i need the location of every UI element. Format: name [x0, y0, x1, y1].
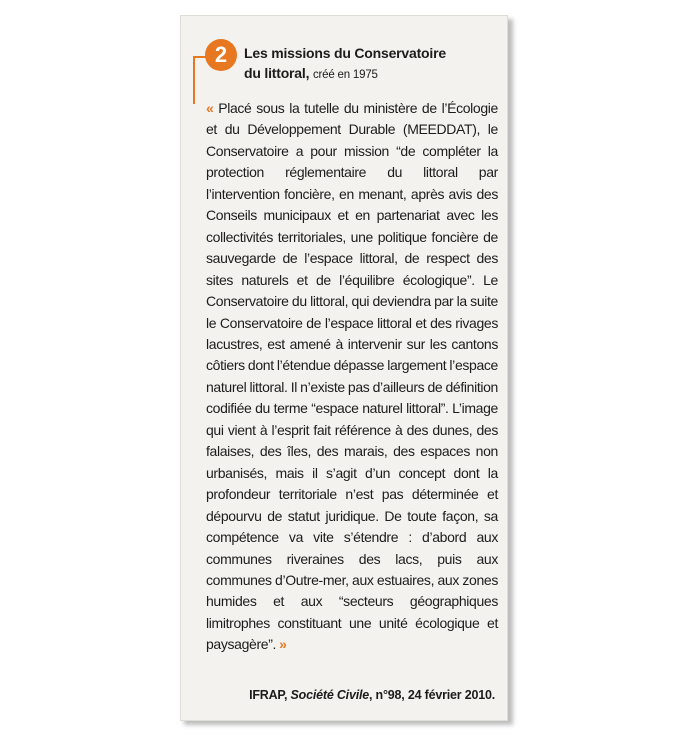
section-number-badge: 2 [205, 39, 237, 71]
close-quote-mark: » [276, 636, 287, 653]
credit-publication: Société Civile [290, 688, 370, 702]
heading-title-line1: Les missions du Conservatoire [244, 45, 446, 61]
heading-created-date: créé en 1975 [312, 69, 378, 81]
heading-title-line2 [244, 63, 494, 85]
source-credit [249, 688, 495, 702]
body-paragraph: Placé sous la tutelle du ministère de l’Écologie et du Développement Durable (MEEDDAT), le Conservatoire a pour mission “de compléter la protection réglementaire du littoral par l’intervention foncière, en menant, après avis des Conseils municipaux et en partenariat avec les collectivités territoriales, une politique foncière de sauvegarde de l’espace littoral, de respect des sites naturels et de l’équilibre écologique”. Le Conservatoire du littoral, qui deviendra par la suite le Conservatoire de l’espace littoral et des rivages lacustres, est amené à intervenir sur les cantons côtiers dont l’étendue dépasse largement l’espace naturel littoral. Il n’existe pas d’ailleurs de définition codifiée du terme “espace naturel littoral”. L’image qui vient à l’esprit fait référence à des dunes, des falaises, des îles, des marais, des espaces non urbanisés, mais il s’agit d’un concept dont la profondeur territoriale n’est pas déterminée et dépourvu de statut juridique. De toute façon, sa compétence va vite s’étendre : d’abord aux communes riveraines des lacs, puis aux communes d’Outre-mer, aux estuaires, aux zones humides et aux “secteurs géographiques limitrophes constituant une unité écologique et paysagère”. [206, 100, 498, 653]
credit-issue: , n°98, 24 février 2010. [369, 688, 495, 702]
credit-source: IFRAP, [249, 688, 288, 702]
body-text [206, 98, 498, 656]
document-card [180, 15, 508, 721]
heading-title-line2-text: du littoral, [244, 65, 310, 81]
open-quote-mark: « [206, 100, 214, 116]
accent-rule-vertical [193, 56, 195, 104]
heading-block [244, 43, 494, 85]
